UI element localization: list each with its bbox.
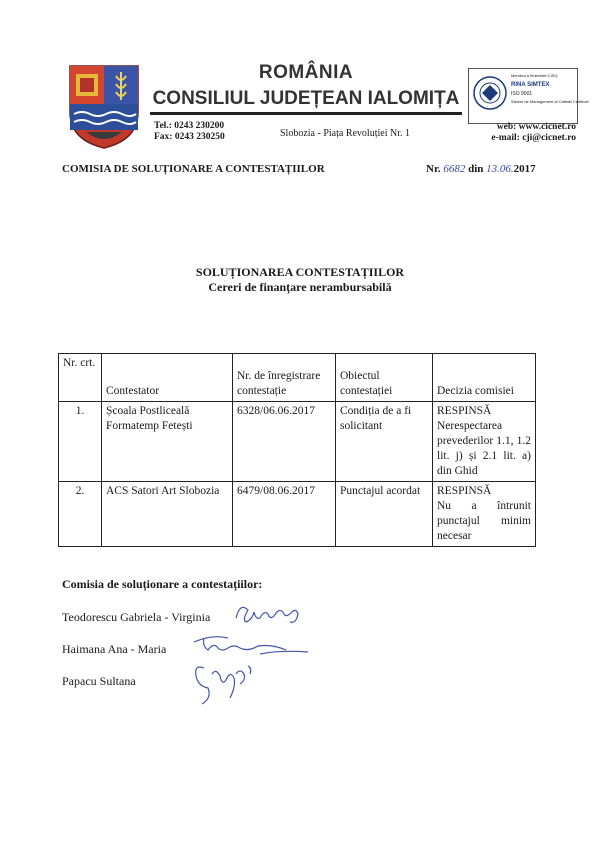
cert-line-4: Sistem de Management al Calitatii Certificat xyxy=(511,99,589,104)
web-contacts xyxy=(470,122,576,144)
committee-name: COMISIA DE SOLUȚIONARE A CONTESTAȚIILOR xyxy=(62,163,325,175)
cert-brand: RINA SIMTEX xyxy=(511,82,550,88)
nr-prefix: Nr. xyxy=(426,163,441,175)
member-name: Papacu Sultana xyxy=(62,674,136,688)
document-title xyxy=(100,265,500,295)
col-decision: Decizia comisiei xyxy=(433,354,536,402)
nr-year: 2017 xyxy=(513,163,536,175)
address: Slobozia - Piața Revoluției Nr. 1 xyxy=(280,128,410,139)
phone-number: Tel.: 0243 230200 xyxy=(154,121,225,131)
col-subject: Obiectul contestației xyxy=(336,354,433,402)
decision-text: Nu a întrunit punctajul minim necesar xyxy=(437,500,531,542)
rina-logo-icon xyxy=(472,75,508,111)
contact-phones xyxy=(154,121,225,143)
header-divider xyxy=(150,112,462,115)
col-registration: Nr. de înregistrare contestație xyxy=(233,354,336,402)
title-line-2: Cereri de finanțare nerambursabilă xyxy=(208,280,392,294)
table-row xyxy=(59,402,536,482)
signature-1 xyxy=(232,598,312,628)
table-row xyxy=(59,482,536,547)
row-decision xyxy=(433,482,536,547)
website-link[interactable]: web: www.cicnet.ro xyxy=(496,122,576,132)
row-contestator: Școala Postliceală Formatemp Fetești xyxy=(102,402,233,482)
cert-standard: ISO 9001 xyxy=(511,91,533,97)
decision-text: Nerespectarea prevederilor 1.1, 1.2 lit. j) și 2.1 lit. a) din Ghid xyxy=(437,420,531,477)
row-registration: 6479/08.06.2017 xyxy=(233,482,336,547)
row-registration: 6328/06.06.2017 xyxy=(233,402,336,482)
member-name: Haimana Ana - Maria xyxy=(62,642,167,656)
col-nr: Nr. crt. xyxy=(59,354,102,402)
nr-value: 6682 xyxy=(443,163,466,175)
appeals-table xyxy=(58,353,536,547)
row-subject: Punctajul acordat xyxy=(336,482,433,547)
member-name: Teodorescu Gabriela - Virginia xyxy=(62,610,211,624)
registration-number xyxy=(426,163,536,175)
title-line-1: SOLUȚIONAREA CONTESTAȚIILOR xyxy=(195,265,405,279)
nr-date: 13.06. xyxy=(486,163,514,175)
row-nr: 2. xyxy=(59,482,102,547)
county-coat-of-arms xyxy=(66,62,142,150)
fax-number: Fax: 0243 230250 xyxy=(154,132,225,142)
country-name: ROMÂNIA xyxy=(258,62,354,83)
email-link[interactable]: e-mail: cji@cicnet.ro xyxy=(491,133,576,143)
decision-title: RESPINSĂ xyxy=(437,405,492,417)
nr-middle: din xyxy=(468,163,484,175)
row-contestator: ACS Satori Art Slobozia xyxy=(102,482,233,547)
row-nr: 1. xyxy=(59,402,102,482)
table-header-row xyxy=(59,354,536,402)
members-heading: Comisia de soluționare a contestațiilor: xyxy=(62,577,263,591)
row-decision xyxy=(433,402,536,482)
decision-title: RESPINSĂ xyxy=(437,485,492,497)
col-contestator: Contestator xyxy=(102,354,233,402)
signature-3 xyxy=(190,660,260,706)
institution-name: CONSILIUL JUDEȚEAN IALOMIȚA xyxy=(152,88,460,109)
cert-line-1: Membra a federatiei CISQ xyxy=(511,73,558,78)
iso-certification-badge xyxy=(468,68,589,124)
row-subject: Condiția de a fi solicitant xyxy=(336,402,433,482)
signature-2 xyxy=(190,632,316,658)
